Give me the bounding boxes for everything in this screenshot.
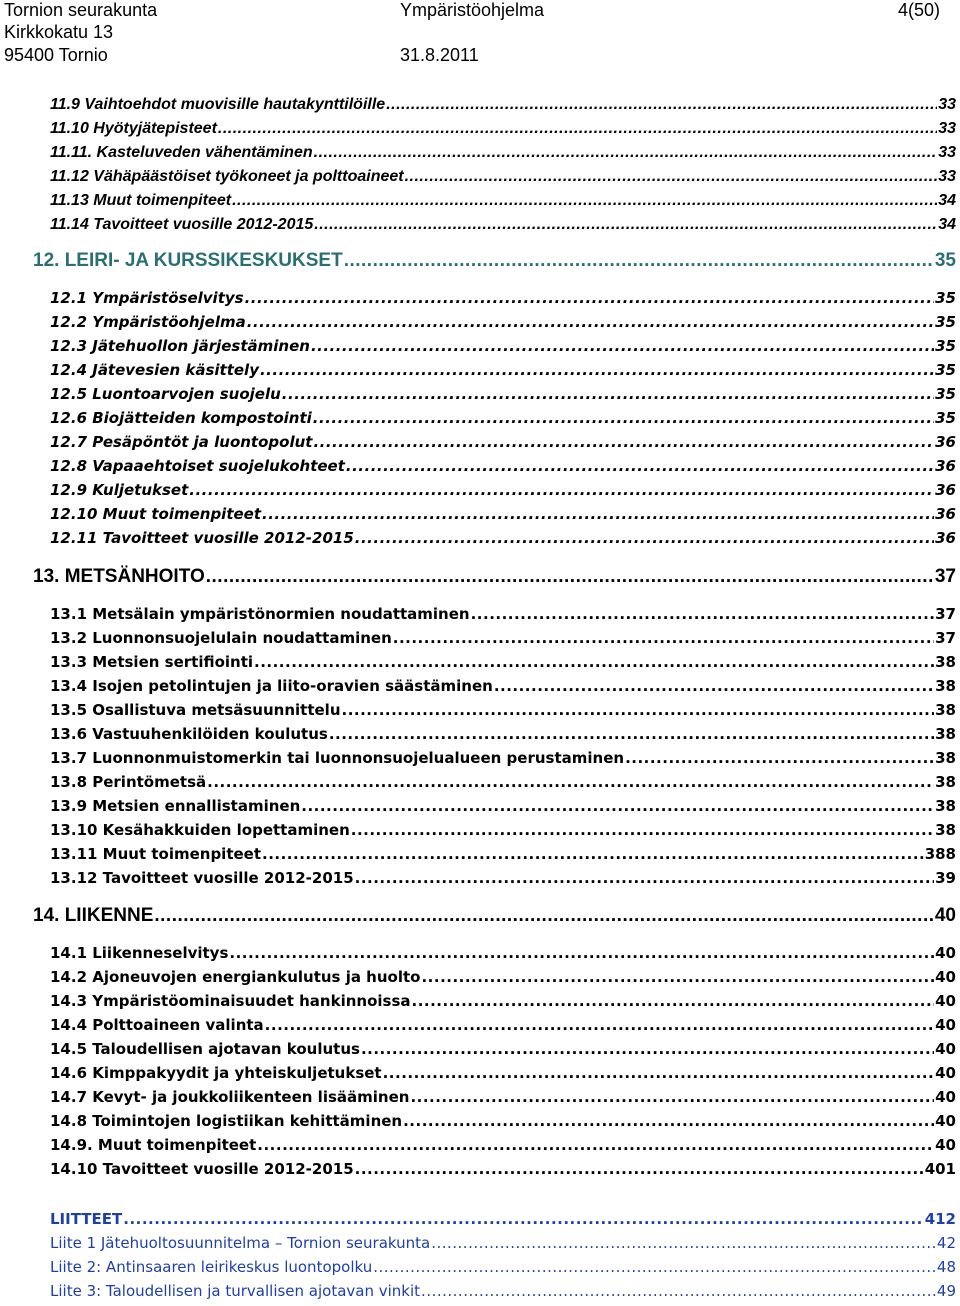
toc-entry[interactable] (50, 725, 956, 743)
toc-entry-title: 11.11. Kasteluveden vähentäminen (50, 144, 313, 161)
toc-entry-title: 13.6 Vastuuhenkilöiden koulutus (50, 725, 328, 743)
dot-leader (412, 992, 935, 1010)
toc-entry-title: Liite 1 Jätehuoltosuunnitelma – Tornion seurakunta (50, 1234, 431, 1252)
toc-entry-title: 14.9. Muut toimenpiteet (50, 1136, 257, 1154)
toc-entry-page: 40 (935, 1112, 956, 1130)
toc-entry-page: 37 (935, 629, 956, 647)
toc-entry-title: 13.4 Isojen petolintujen ja liito-oravien säästäminen (50, 677, 493, 695)
toc-entry-page: 36 (935, 529, 956, 547)
toc-entry[interactable] (50, 1258, 956, 1276)
toc-entry[interactable] (50, 968, 956, 986)
dot-leader (386, 96, 937, 114)
toc-entry-title: 12.10 Muut toimenpiteet (50, 505, 262, 523)
toc-entry-page: 35 (935, 337, 956, 355)
toc-entry-page: 401 (924, 1160, 956, 1178)
dot-leader (355, 529, 934, 547)
dot-leader (265, 1016, 934, 1034)
dot-leader (311, 337, 934, 355)
dot-leader (206, 566, 934, 588)
dot-leader (314, 144, 938, 162)
toc-entry[interactable] (50, 361, 956, 379)
toc-entry-page: 36 (935, 433, 956, 451)
toc-entry[interactable] (50, 1064, 956, 1082)
toc-entry[interactable] (50, 313, 956, 331)
page-number: 4(50) (898, 0, 941, 20)
toc-entry-page: 33 (938, 168, 956, 185)
toc-entry[interactable] (50, 992, 956, 1010)
toc-entry[interactable] (50, 96, 956, 114)
toc-entry-page: 35 (935, 385, 956, 403)
toc-entry-title: 12.5 Luontoarvojen suojelu (50, 385, 281, 403)
dot-leader (245, 289, 935, 307)
dot-leader (313, 409, 934, 427)
postal-address: 95400 Tornio (4, 45, 108, 65)
dot-leader (282, 385, 934, 403)
dot-leader (301, 797, 934, 815)
dot-leader (154, 905, 933, 927)
toc-entry[interactable] (50, 481, 956, 499)
dot-leader (421, 968, 934, 986)
toc-entry-title: 13.3 Metsien sertifiointi (50, 653, 254, 671)
dot-leader (232, 192, 937, 210)
dot-leader (329, 725, 934, 743)
toc-entry[interactable] (50, 677, 956, 695)
toc-entry[interactable] (50, 1136, 956, 1154)
toc-entry-title: 13.2 Luonnonsuojelulain noudattaminen (50, 629, 392, 647)
dot-leader (361, 1040, 934, 1058)
dot-leader (260, 361, 934, 379)
toc-entry-page: 34 (938, 192, 956, 209)
toc-entry-page: 38 (935, 773, 956, 791)
toc-entry-page: 35 (935, 313, 956, 331)
toc-entry-page: 33 (938, 96, 956, 113)
toc-entry-page: 412 (924, 1210, 956, 1228)
toc-entry-title: 14.10 Tavoitteet vuosille 2012-2015 (50, 1160, 354, 1178)
toc-entry-title: 13.12 Tavoitteet vuosille 2012-2015 (50, 869, 354, 887)
dot-leader (494, 677, 934, 695)
toc-entry-title: 14.8 Toimintojen logistiikan kehittäminen (50, 1112, 403, 1130)
toc-entry-title: 13. METSÄNHOITO (33, 566, 205, 587)
toc-entry-title: 11.9 Vaihtoehdot muovisille hautakynttilöille (50, 96, 386, 113)
toc-entry[interactable] (50, 1088, 956, 1106)
toc-entry-title: 13.9 Metsien ennallistaminen (50, 797, 301, 815)
dot-leader (625, 749, 934, 767)
toc-entry-title: 13.5 Osallistuva metsäsuunnittelu (50, 701, 341, 719)
dot-leader (314, 216, 937, 234)
dot-leader (383, 1064, 935, 1082)
toc-entry-page: 40 (935, 1136, 956, 1154)
toc-entry[interactable] (50, 1282, 956, 1300)
dot-leader (342, 701, 935, 719)
toc-entry[interactable] (50, 845, 956, 863)
toc-entry-page: 38 (935, 653, 956, 671)
toc-entry-page: 36 (935, 481, 956, 499)
toc-entry-title: 12.8 Vapaaehtoiset suojelukohteet (50, 457, 345, 475)
toc-entry-title: 14.5 Taloudellisen ajotavan koulutus (50, 1040, 360, 1058)
toc-entry-page: 388 (924, 845, 956, 863)
toc-entry[interactable] (33, 566, 956, 588)
toc-entry-title: 12.9 Kuljetukset (50, 481, 189, 499)
document-date: 31.8.2011 (400, 45, 479, 65)
toc-entry-page: 38 (935, 701, 956, 719)
dot-leader (421, 1282, 936, 1300)
toc-entry-page: 38 (935, 725, 956, 743)
toc-entry-page: 40 (935, 1088, 956, 1106)
dot-leader (403, 1112, 934, 1130)
toc-entry-title: 14.3 Ympäristöominaisuudet hankinnoissa (50, 992, 411, 1010)
toc-entry-title: 14.7 Kevyt- ja joukkoliikenteen lisääminen (50, 1088, 410, 1106)
dot-leader (189, 481, 934, 499)
toc-entry[interactable] (50, 457, 956, 475)
toc-entry-title: 14.6 Kimppakyydit ja yhteiskuljetukset (50, 1064, 382, 1082)
street-address: Kirkkokatu 13 (4, 22, 114, 42)
toc-entry-page: 40 (935, 1016, 956, 1034)
toc-entry-title: 13.1 Metsälain ympäristönormien noudattaminen (50, 605, 470, 623)
toc-entry[interactable] (33, 905, 956, 927)
dot-leader (344, 250, 934, 272)
toc-entry-title: 12.6 Biojätteiden kompostointi (50, 409, 312, 427)
dot-leader (257, 1136, 934, 1154)
toc-entry-page: 35 (935, 361, 956, 379)
dot-leader (410, 1088, 934, 1106)
toc-entry-page: 38 (935, 749, 956, 767)
toc-entry-page: 38 (935, 677, 956, 695)
dot-leader (355, 1160, 924, 1178)
toc-entry-page: 42 (936, 1234, 956, 1252)
toc-entry-page: 39 (935, 869, 956, 887)
toc-entry[interactable] (50, 629, 956, 647)
toc-entry[interactable] (50, 1234, 956, 1252)
toc-entry-page: 40 (935, 968, 956, 986)
dot-leader (313, 433, 934, 451)
toc-entry-title: 14. LIIKENNE (33, 905, 154, 926)
toc-entry-page: 40 (934, 905, 956, 926)
dot-leader (229, 944, 934, 962)
toc-entry-page: 40 (935, 1064, 956, 1082)
toc-entry[interactable] (50, 1210, 956, 1228)
toc-entry-title: 14.4 Polttoaineen valinta (50, 1016, 264, 1034)
dot-leader (262, 845, 924, 863)
toc-entry[interactable] (50, 821, 956, 839)
dot-leader (346, 457, 934, 475)
toc-entry-title: 12. LEIRI- JA KURSSIKESKUKSET (33, 250, 343, 271)
dot-leader (218, 120, 937, 138)
toc-entry[interactable] (50, 1016, 956, 1034)
toc-entry-title: 14.2 Ajoneuvojen energiankulutus ja huolto (50, 968, 421, 986)
dot-leader (431, 1234, 936, 1252)
dot-leader (471, 605, 935, 623)
toc-entry-title: 11.10 Hyötyjätepisteet (50, 120, 217, 137)
toc-entry-title: LIITTEET (50, 1210, 123, 1228)
toc-entry-page: 49 (936, 1282, 956, 1300)
toc-entry-title: Liite 2: Antinsaaren leirikeskus luontopolku (50, 1258, 373, 1276)
toc-entry-page: 35 (935, 409, 956, 427)
toc-entry-page: 35 (934, 250, 956, 271)
toc-entry-title: 11.13 Muut toimenpiteet (50, 192, 232, 209)
dot-leader (351, 821, 934, 839)
toc-entry-title: 12.11 Tavoitteet vuosille 2012-2015 (50, 529, 354, 547)
toc-entry-title: 12.3 Jätehuollon järjestäminen (50, 337, 310, 355)
toc-entry-title: 14.1 Liikenneselvitys (50, 944, 229, 962)
toc-entry-page: 40 (935, 992, 956, 1010)
toc-entry[interactable] (33, 250, 956, 272)
toc-entry[interactable] (50, 605, 956, 623)
dot-leader (254, 653, 934, 671)
toc-entry[interactable] (50, 1112, 956, 1130)
dot-leader (207, 773, 934, 791)
dot-leader (247, 313, 934, 331)
toc-entry[interactable] (50, 168, 956, 186)
toc-entry[interactable] (50, 749, 956, 767)
toc-entry[interactable] (50, 192, 956, 210)
toc-entry[interactable] (50, 773, 956, 791)
toc-entry-page: 33 (938, 144, 956, 161)
toc-entry[interactable] (50, 120, 956, 138)
toc-entry-page: 33 (938, 120, 956, 137)
toc-entry-title: 12.4 Jätevesien käsittely (50, 361, 259, 379)
toc-entry[interactable] (50, 944, 956, 962)
toc-entry[interactable] (50, 144, 956, 162)
toc-entry[interactable] (50, 529, 956, 547)
toc-entry-page: 35 (935, 289, 956, 307)
toc-entry-title: 13.7 Luonnonmuistomerkin tai luonnonsuojelualueen perustaminen (50, 749, 625, 767)
toc-entry-page: 40 (935, 1040, 956, 1058)
dot-leader (123, 1210, 923, 1228)
dot-leader (373, 1258, 936, 1276)
toc-entry-title: 12.7 Pesäpöntöt ja luontopolut (50, 433, 313, 451)
toc-entry-page: 48 (936, 1258, 956, 1276)
dot-leader (405, 168, 938, 186)
toc-entry-title: 13.10 Kesähakkuiden lopettaminen (50, 821, 350, 839)
toc-entry[interactable] (50, 505, 956, 523)
toc-entry-title: 13.11 Muut toimenpiteet (50, 845, 262, 863)
toc-entry[interactable] (50, 797, 956, 815)
toc-entry-title: 11.12 Vähäpäästöiset työkoneet ja polttoaineet (50, 168, 404, 185)
toc-entry-title: Liite 3: Taloudellisen ja turvallisen ajotavan vinkit (50, 1282, 421, 1300)
toc-entry[interactable] (50, 701, 956, 719)
toc-entry-page: 37 (934, 566, 956, 587)
toc-entry[interactable] (50, 337, 956, 355)
toc-entry-page: 38 (935, 821, 956, 839)
toc-entry-title: 11.14 Tavoitteet vuosille 2012-2015 (50, 216, 314, 233)
document-title: Ympäristöohjelma (400, 0, 545, 20)
dot-leader (393, 629, 934, 647)
toc-entry[interactable] (50, 1160, 956, 1178)
toc-entry[interactable] (50, 216, 956, 234)
dot-leader (355, 869, 934, 887)
toc-entry[interactable] (50, 653, 956, 671)
toc-entry-page: 38 (935, 797, 956, 815)
org-name: Tornion seurakunta (4, 0, 158, 20)
toc-entry[interactable] (50, 289, 956, 307)
toc-entry-page: 36 (935, 457, 956, 475)
toc-entry-title: 12.1 Ympäristöselvitys (50, 289, 244, 307)
toc-entry-page: 40 (935, 944, 956, 962)
toc-entry-title: 12.2 Ympäristöohjelma (50, 313, 246, 331)
toc-entry-page: 34 (938, 216, 956, 233)
dot-leader (262, 505, 934, 523)
toc-entry[interactable] (50, 869, 956, 887)
toc-entry[interactable] (50, 409, 956, 427)
toc-entry[interactable] (50, 385, 956, 403)
toc-entry[interactable] (50, 433, 956, 451)
toc-entry-page: 36 (935, 505, 956, 523)
toc-entry-page: 37 (935, 605, 956, 623)
toc-entry[interactable] (50, 1040, 956, 1058)
toc-entry-title: 13.8 Perintömetsä (50, 773, 207, 791)
